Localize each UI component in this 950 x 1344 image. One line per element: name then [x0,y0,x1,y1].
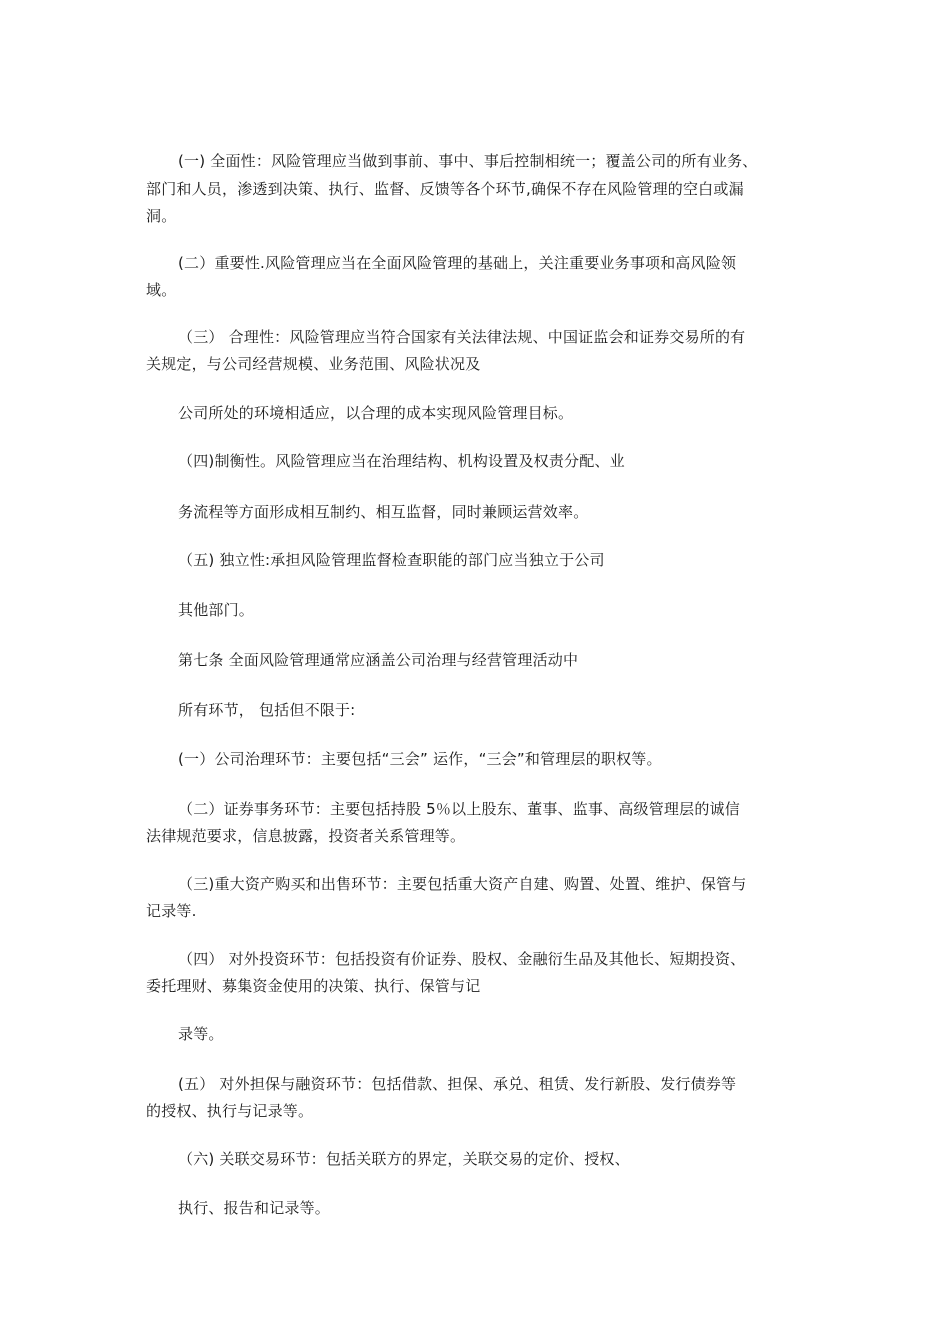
paragraph-p13-line-2: 记录等. [146,902,197,920]
paragraph-p12-line-1: （二）证券事务环节：主要包括持股 5％以上股东、董事、监事、高级管理层的诚信 [178,800,740,818]
paragraph-p5: （四)制衡性。风险管理应当在治理结构、机构设置及权责分配、业 [178,452,625,470]
paragraph-p1-line-3: 洞。 [146,207,177,225]
paragraph-p8: 其他部门。 [178,601,255,619]
paragraph-p12-line-2: 法律规范要求，信息披露，投资者关系管理等。 [146,827,466,845]
paragraph-p2-line-2: 域。 [146,281,177,299]
paragraph-p1-line-1: (一) 全面性：风险管理应当做到事前、事中、事后控制相统一；覆盖公司的所有业务、 [178,152,758,170]
paragraph-p18: 执行、报告和记录等。 [178,1199,331,1217]
section-heading-article-7: 第七条 全面风险管理通常应涵盖公司治理与经营管理活动中 [178,651,579,669]
paragraph-p2-line-1: (二）重要性.风险管理应当在全面风险管理的基础上，关注重要业务事项和高风险领 [178,254,737,272]
paragraph-p16-line-1: (五） 对外担保与融资环节：包括借款、担保、承兑、租赁、发行新股、发行债券等 [178,1075,737,1093]
paragraph-p1-line-2: 部门和人员，渗透到决策、执行、监督、反馈等各个环节,确保不存在风险管理的空白或漏 [146,180,744,198]
paragraph-p10: 所有环节， 包括但不限于: [178,701,356,719]
paragraph-p16-line-2: 的授权、执行与记录等。 [146,1102,314,1120]
paragraph-p3-line-2: 关规定，与公司经营规模、业务范围、风险状况及 [146,355,481,373]
paragraph-p11: (一）公司治理环节：主要包括“三会” 运作，“三会”和管理层的职权等。 [178,750,662,768]
paragraph-p14-line-1: （四） 对外投资环节：包括投资有价证券、股权、金融衍生品及其他长、短期投资、 [178,950,746,968]
paragraph-p15: 录等。 [178,1025,224,1043]
paragraph-p14-line-2: 委托理财、募集资金使用的决策、执行、保管与记 [146,977,481,995]
paragraph-p13-line-1: （三)重大资产购买和出售环节：主要包括重大资产自建、购置、处置、维护、保管与 [178,875,747,893]
paragraph-p17: （六) 关联交易环节：包括关联方的界定，关联交易的定价、授权、 [178,1150,630,1168]
paragraph-p4: 公司所处的环境相适应，以合理的成本实现风险管理目标。 [178,404,574,422]
paragraph-p3-line-1: （三） 合理性：风险管理应当符合国家有关法律法规、中国证监会和证券交易所的有 [178,328,746,346]
paragraph-p6: 务流程等方面形成相互制约、相互监督，同时兼顾运营效率。 [178,503,589,521]
paragraph-p7: （五) 独立性:承担风险管理监督检查职能的部门应当独立于公司 [178,551,605,569]
